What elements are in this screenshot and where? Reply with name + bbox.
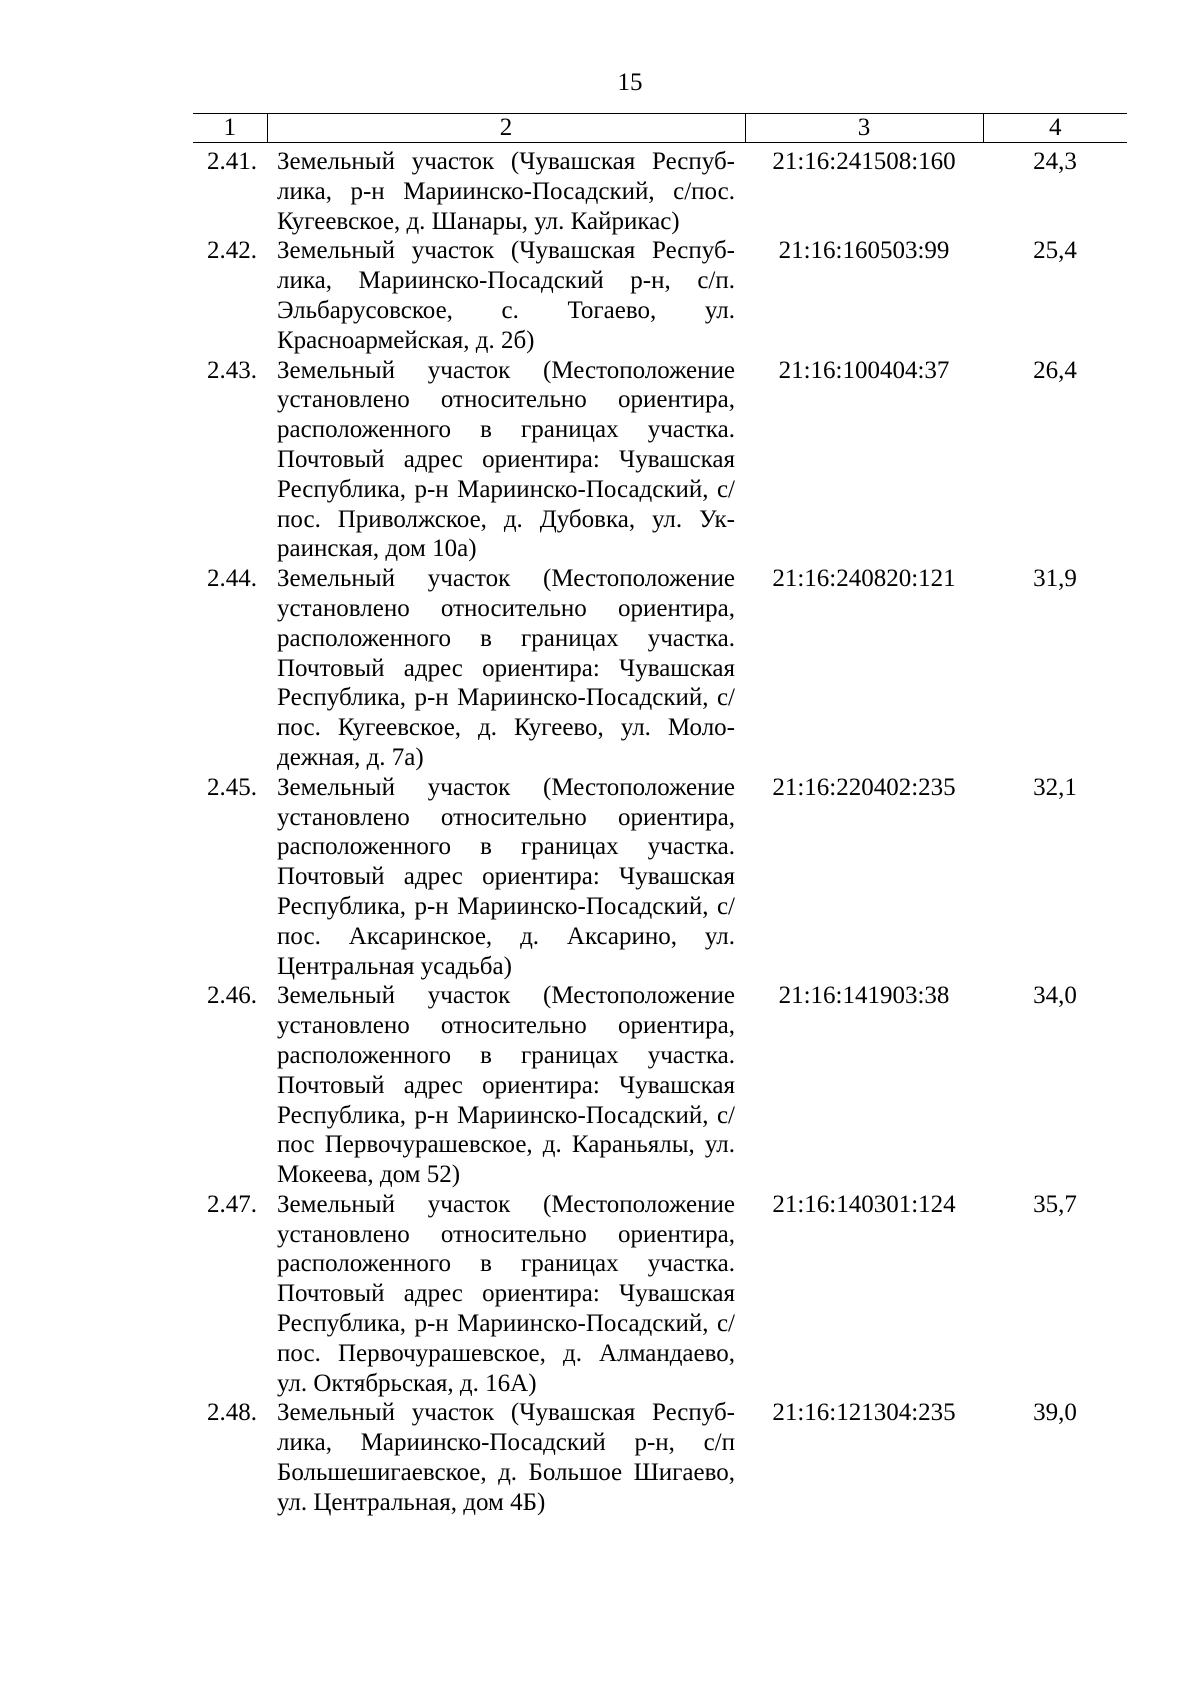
column-header-1: 1 [193, 114, 267, 143]
table-row [193, 1398, 1127, 1517]
cadastral-number: 21:16:121304:235 [772, 1399, 956, 1427]
cadastral-number: 21:16:160503:99 [778, 237, 950, 265]
land-plots-table [193, 113, 1127, 1518]
table-row [193, 1190, 1127, 1399]
plot-value: 25,4 [1033, 237, 1077, 265]
row-number: 2.46. [207, 982, 257, 1010]
plot-description: Земельный участок (Чувашская Республика, Мариинско-Посадский р-н, с/п Большешигаевское, д. Большое Шигаево, ул. Центральная, дом 4Б) [277, 1399, 735, 1516]
cadastral-number: 21:16:220402:235 [772, 773, 956, 801]
cadastral-number: 21:16:100404:37 [778, 356, 950, 384]
cadastral-number: 21:16:141903:38 [778, 982, 950, 1010]
plot-description: Земельный участок (Местоположение установлено относительно ориентира, расположенного в границах участка. Почтовый адрес ориентира: Чувашская Республика, р-н Мариинско-Посадский, с/пос. Первочурашевское, д. Алмандаево, ул. Октябрьская, д. 16А) [277, 1190, 735, 1397]
plot-description: Земельный участок (Местоположение установлено относительно ориентира, расположенного в границах участка. Почтовый адрес ориентира: Чувашская Республика, р-н Мариинско-Посадский, с/пос Первочурашевское, д. Караньялы, ул. Мокеева, дом 52) [277, 982, 735, 1189]
plot-value: 35,7 [1033, 1190, 1077, 1218]
plot-description: Земельный участок (Местоположение установлено относительно ориентира, расположенного в границах участка. Почтовый адрес ориентира: Чувашская Республика, р-н Мариинско-Посадский, с/пос. Аксаринское, д. Аксарино, ул. Центральная усадьба) [277, 773, 735, 980]
cadastral-number: 21:16:240820:121 [772, 565, 956, 593]
cadastral-number: 21:16:140301:124 [772, 1190, 956, 1218]
plot-description: Земельный участок (Чувашская Республика, Мариинско-Посадский р-н, с/п. Эльбарусовское, с. Тогаево, ул. Красноармейская, д. 2б) [277, 237, 735, 354]
plot-value: 26,4 [1033, 356, 1077, 384]
plot-value: 39,0 [1033, 1399, 1077, 1427]
table-row [193, 773, 1127, 982]
row-number: 2.44. [207, 565, 257, 593]
cadastral-number: 21:16:241508:160 [772, 148, 956, 175]
column-header-2: 2 [267, 114, 745, 143]
plot-value: 31,9 [1033, 565, 1077, 593]
table-row [193, 564, 1127, 773]
table-header-row [193, 114, 1127, 143]
table-row [193, 143, 1127, 237]
plot-description: Земельный участок (Местоположение установлено относительно ориентира, расположенного в границах участка. Почтовый адрес ориентира: Чувашская Республика, р-н Мариинско-Посадский, с/пос. Приволжское, д. Дубовка, ул. Украинская, дом 10а) [277, 356, 735, 563]
plot-description: Земельный участок (Чувашская Республика, р-н Мариинско-Посадский, с/пос. Кугеевское, д. Шанары, ул. Кайрикас) [277, 148, 735, 235]
row-number: 2.41. [207, 148, 257, 175]
plot-value: 24,3 [1033, 148, 1077, 175]
plot-value: 34,0 [1033, 982, 1077, 1010]
page-number: 15 [617, 69, 643, 96]
plot-value: 32,1 [1033, 773, 1077, 801]
column-header-3: 3 [745, 114, 983, 143]
row-number: 2.48. [207, 1399, 257, 1427]
table-row [193, 356, 1127, 565]
table-row [193, 981, 1127, 1190]
table-row [193, 236, 1127, 355]
row-number: 2.45. [207, 773, 257, 801]
row-number: 2.43. [207, 356, 257, 384]
column-header-4: 4 [983, 114, 1127, 143]
row-number: 2.47. [207, 1190, 257, 1218]
row-number: 2.42. [207, 237, 257, 265]
plot-description: Земельный участок (Местоположение установлено относительно ориентира, расположенного в границах участка. Почтовый адрес ориентира: Чувашская Республика, р-н Мариинско-Посадский, с/пос. Кугеевское, д. Кугеево, ул. Молодежная, д. 7а) [277, 565, 735, 771]
